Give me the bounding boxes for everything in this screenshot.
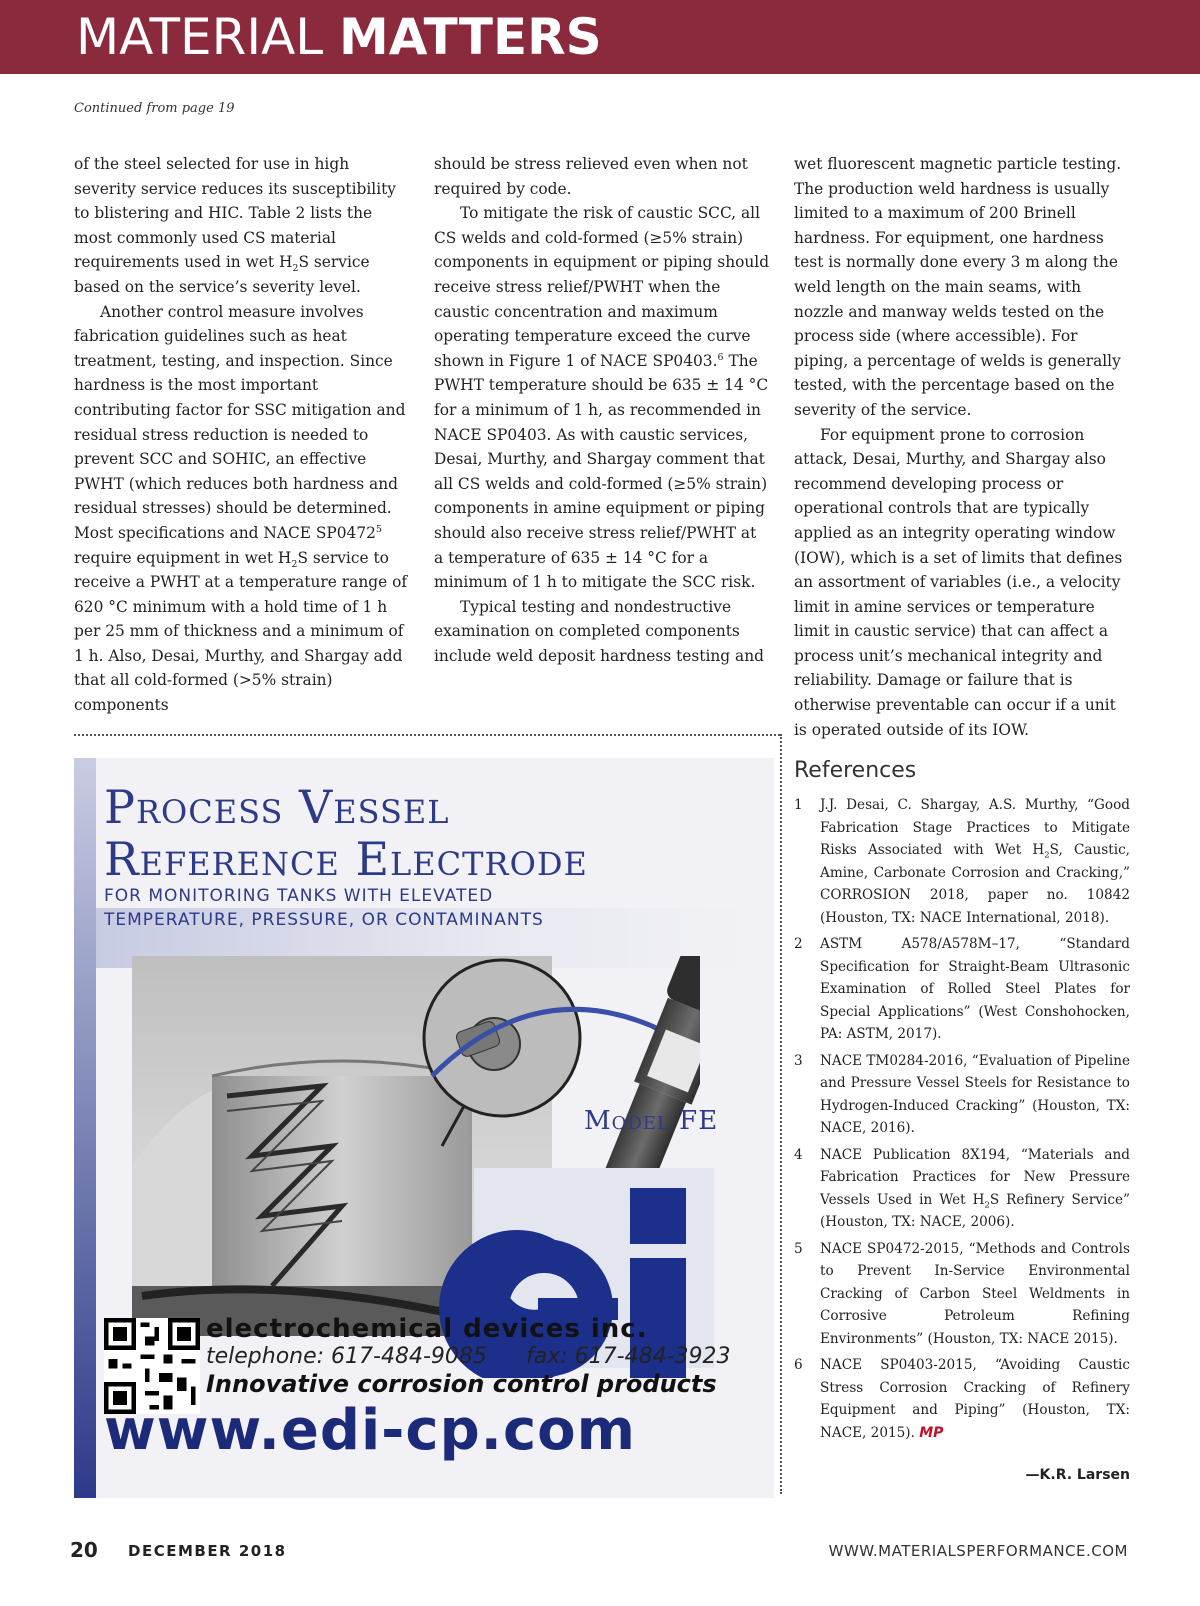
paragraph: To mitigate the risk of caustic SCC, all CS welds and cold-formed (≥5% strain) components in equipment or piping should receive stress relief/PWHT when the caustic concentration and maximum operating temperature exceed the curve shown in Figure 1 of NACE SP0403.$^6$ The PWHT temperature should be 635 ± 14 °C for a minimum of 1 h, as recommended in NACE SP0403. As with caustic services, Desai, Murthy, and Shargay comment that all CS welds and cold-formed (≥5% strain) components in amine equipment or piping should also receive stress relief/PWHT at a temperature of 635 ± 14 °C for a minimum of 1 h to mitigate the SCC risk. <box>434 204 770 592</box>
ad-title-line-2: Reference Electrode <box>104 832 588 886</box>
section-title: MATERIAL MATTERS <box>76 8 602 66</box>
reference-item: 4 NACE Publication 8X194, “Materials and Fabrication Practices for New Pressure Vessels Used in Wet $H_2S$ Refinery Service” (Houston, TX: NACE, 2006). <box>794 1146 1130 1230</box>
author-byline: —K.R. Larsen <box>1025 1467 1130 1483</box>
ad-model-label: Model FE <box>584 1106 719 1136</box>
ad-company-name: electrochemical devices inc. <box>206 1314 648 1344</box>
header-bar <box>0 0 1200 74</box>
reference-item: 2 ASTM A578/A578M–17, “Standard Specification for Straight-Beam Ultrasonic Examination of Rolled Steel Plates for Special Applications” (West Conshohocken, PA: ASTM, 2017). <box>794 936 1130 1042</box>
footer-website-link[interactable]: WWW.MATERIALSPERFORMANCE.COM <box>828 1542 1128 1560</box>
paragraph: should be stress relieved even when not required by code. <box>434 155 748 198</box>
reference-item: 3 NACE TM0284-2016, “Evaluation of Pipeline and Pressure Vessel Steels for Resistance to Hydrogen-Induced Cracking” (Houston, TX: NACE, 2016). <box>794 1052 1130 1136</box>
references-list <box>794 794 1130 1448</box>
references-heading: References <box>794 758 917 783</box>
advertisement[interactable] <box>74 758 774 1498</box>
ad-subtitle-line-2: TEMPERATURE, PRESSURE, OR CONTAMINANTS <box>104 910 544 930</box>
paragraph: Another control measure involves fabrication guidelines such as heat treatment, testing, and inspection. Since hardness is the most important contributing factor for SSC mitigation and residual stress reduction is needed to prevent SCC and SOHIC, an effective PWHT (which reduces both hardness and residual stresses) should be determined. Most specifications and NACE SP0472$^5$ require equipment in wet $H_2S$ service to receive a PWHT at a temperature range of 620 °C minimum with a hold time of 1 h per 25 mm of thickness and a minimum of 1 h. Also, Desai, Murthy, and Shargay add that all cold-formed (>5% strain) components <box>74 302 408 715</box>
page-number: 20 <box>70 1538 98 1562</box>
dotted-divider-vertical <box>780 734 782 1494</box>
text-column-1 <box>74 152 410 718</box>
ad-website-link[interactable]: www.edi-cp.com <box>104 1398 636 1463</box>
continued-note: Continued from page 19 <box>74 101 235 116</box>
text-column-3 <box>794 152 1130 742</box>
text-column-2 <box>434 152 770 668</box>
reference-item: 1 J.J. Desai, C. Shargay, A.S. Murthy, “Good Fabrication Stage Practices to Mitigate Risks Associated with Wet $H_2S$, Caustic, Amine, Carbonate Corrosion and Cracking,” CORROSION 2018, paper no. 10842 (Houston, TX: NACE International, 2018). <box>794 797 1131 926</box>
paragraph: of the steel selected for use in high severity service reduces its susceptibility to blistering and HIC. Table 2 lists the most commonly used CS material requirements used in wet $H_2S$ service based on the service’s severity level. <box>74 155 397 296</box>
ad-gradient-strip <box>74 758 96 1498</box>
ad-subtitle-line-1: FOR MONITORING TANKS WITH ELEVATED <box>104 886 494 906</box>
reference-item: 6 NACE SP0403-2015, “Avoiding Caustic Stress Corrosion Cracking of Refinery Equipment and Piping” (Houston, TX: NACE, 2015). MP <box>794 1357 1130 1441</box>
paragraph: For equipment prone to corrosion attack, Desai, Murthy, and Shargay also recommend developing process or operational controls that are typically applied as an integrity operating window (IOW), which is a set of limits that defines an assortment of variables (i.e., a velocity limit in amine services or temperature limit in caustic service) that can affect a process unit’s mechanical integrity and reliability. Damage or failure that is otherwise preventable can occur if a unit is operated outside of its IOW. <box>794 425 1123 739</box>
dotted-divider-horizontal <box>74 734 780 736</box>
reference-item: 5 NACE SP0472-2015, “Methods and Controls to Prevent In-Service Environmental Cracking of Carbon Steel Weldments in Corrosive Petroleum Refining Environments” (Houston, TX: NACE 2015). <box>794 1240 1130 1347</box>
ad-fax: fax: 617-484-3923 <box>526 1344 731 1369</box>
mp-end-logo: MP <box>919 1424 944 1441</box>
ad-tagline: Innovative corrosion control products <box>206 1370 717 1398</box>
ad-telephone: telephone: 617-484-9085 <box>206 1344 487 1369</box>
ad-title-line-1: Process Vessel <box>104 780 450 834</box>
issue-date: DECEMBER 2018 <box>128 1542 287 1560</box>
paragraph: Typical testing and nondestructive examination on completed components include weld deposit hardness testing and <box>434 597 764 665</box>
paragraph: wet fluorescent magnetic particle testing. The production weld hardness is usually limited to a maximum of 200 Brinell hardness. For equipment, one hardness test is normally done every 3 m along the weld length on the main seams, with nozzle and manway welds tested on the process side (where accessible). For piping, a percentage of welds is generally tested, with the percentage based on the severity of the service. <box>794 155 1122 419</box>
